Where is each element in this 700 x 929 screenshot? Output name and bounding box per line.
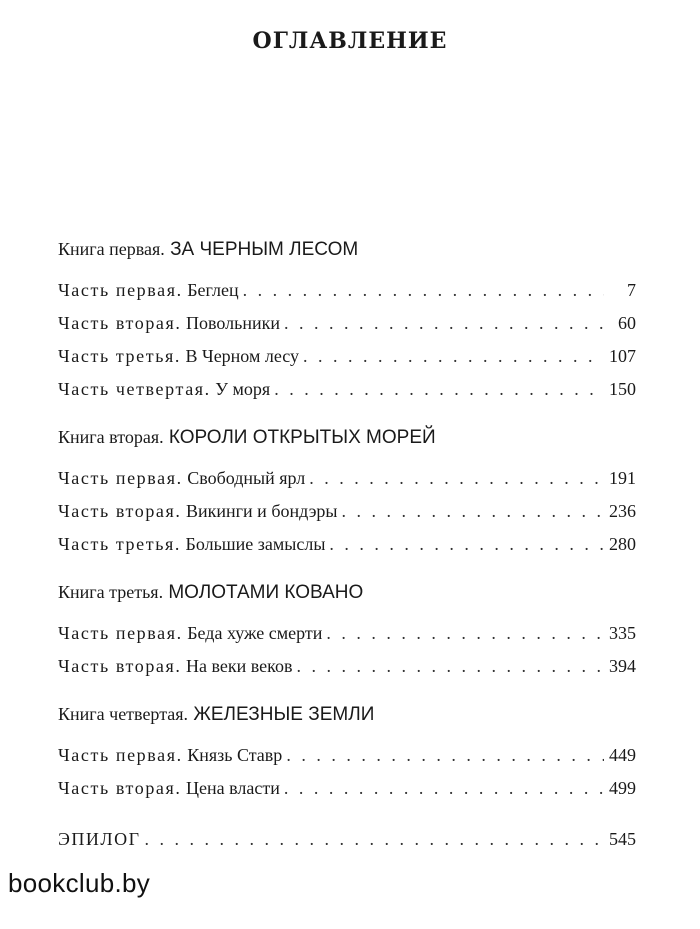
page-number: 449 — [609, 745, 636, 765]
toc-entry[interactable] — [58, 495, 636, 528]
part-label: Часть вторая. — [58, 656, 182, 676]
page-number: 499 — [609, 778, 636, 798]
page-number: 335 — [609, 623, 636, 643]
part-title: Беда хуже смерти — [187, 623, 323, 643]
dot-leader — [284, 772, 604, 805]
part-title: В Черном лесу — [185, 346, 300, 366]
dot-leader — [329, 528, 604, 561]
dot-leader — [326, 617, 604, 650]
part-label: Часть первая. — [58, 280, 183, 300]
book-section-4 — [58, 701, 636, 805]
site-watermark: bookclub.by — [8, 868, 151, 898]
part-label: Часть вторая. — [58, 501, 182, 521]
dot-leader — [286, 739, 604, 772]
part-title: Большие замыслы — [185, 534, 326, 554]
epilogue-title: ЭПИЛОГ — [58, 829, 141, 849]
part-label: Часть третья. — [58, 346, 181, 366]
dot-leader — [284, 307, 604, 340]
book-title — [58, 424, 636, 450]
toc-entry[interactable] — [58, 462, 636, 495]
book-prefix: Книга четвертая. — [58, 704, 189, 724]
toc-entry[interactable] — [58, 739, 636, 772]
book-prefix: Книга первая. — [58, 239, 165, 259]
part-title: Цена власти — [186, 778, 280, 798]
toc-entry[interactable] — [58, 274, 636, 307]
part-title: Викинги и бондэры — [186, 501, 338, 521]
book-prefix: Книга вторая. — [58, 427, 164, 447]
toc-entry[interactable] — [58, 307, 636, 340]
page-number: 60 — [618, 313, 636, 333]
dot-leader — [303, 340, 604, 373]
toc-entry[interactable] — [58, 528, 636, 561]
toc-entry[interactable] — [58, 650, 636, 683]
dot-leader — [309, 462, 604, 495]
book-title — [58, 236, 636, 262]
part-label: Часть вторая. — [58, 313, 182, 333]
part-title: На веки веков — [186, 656, 293, 676]
page-number: 150 — [609, 379, 636, 399]
part-label: Часть первая. — [58, 468, 183, 488]
book-title — [58, 701, 636, 727]
part-title: Беглец — [187, 280, 239, 300]
part-title: Свободный ярл — [187, 468, 306, 488]
book-prefix: Книга третья. — [58, 582, 164, 602]
toc-entry-epilogue[interactable] — [58, 823, 636, 856]
book-name: КОРОЛИ ОТКРЫТЫХ МОРЕЙ — [168, 427, 436, 448]
page-number: 107 — [609, 346, 636, 366]
book-section-3 — [58, 579, 636, 683]
part-title: Князь Ставр — [187, 745, 283, 765]
book-title — [58, 579, 636, 605]
page-title: ОГЛАВЛЕНИЕ — [252, 28, 448, 54]
part-label: Часть первая. — [58, 623, 183, 643]
part-title: У моря — [215, 379, 271, 399]
toc-entry[interactable] — [58, 772, 636, 805]
toc-entry[interactable] — [58, 373, 636, 406]
part-label: Часть третья. — [58, 534, 181, 554]
part-label: Часть вторая. — [58, 778, 182, 798]
part-label: Часть четвертая. — [58, 379, 211, 399]
book-name: ЗА ЧЕРНЫМ ЛЕСОМ — [170, 239, 359, 260]
book-name: ЖЕЛЕЗНЫЕ ЗЕМЛИ — [193, 704, 375, 725]
book-section-2 — [58, 424, 636, 561]
page-number: 236 — [609, 501, 636, 521]
dot-leader — [342, 495, 604, 528]
part-title: Повольники — [186, 313, 280, 333]
page-number: 280 — [609, 534, 636, 554]
book-name: МОЛОТАМИ КОВАНО — [168, 582, 364, 603]
dot-leader — [296, 650, 604, 683]
toc-entry[interactable] — [58, 617, 636, 650]
table-of-contents — [58, 236, 636, 856]
part-label: Часть первая. — [58, 745, 183, 765]
book-section-1 — [58, 236, 636, 406]
dot-leader — [145, 823, 605, 856]
toc-entry[interactable] — [58, 340, 636, 373]
page-number: 545 — [609, 829, 636, 849]
page-number: 191 — [609, 468, 636, 488]
dot-leader — [243, 274, 604, 307]
page-number: 394 — [609, 656, 636, 676]
dot-leader — [274, 373, 604, 406]
page-number: 7 — [627, 280, 636, 300]
